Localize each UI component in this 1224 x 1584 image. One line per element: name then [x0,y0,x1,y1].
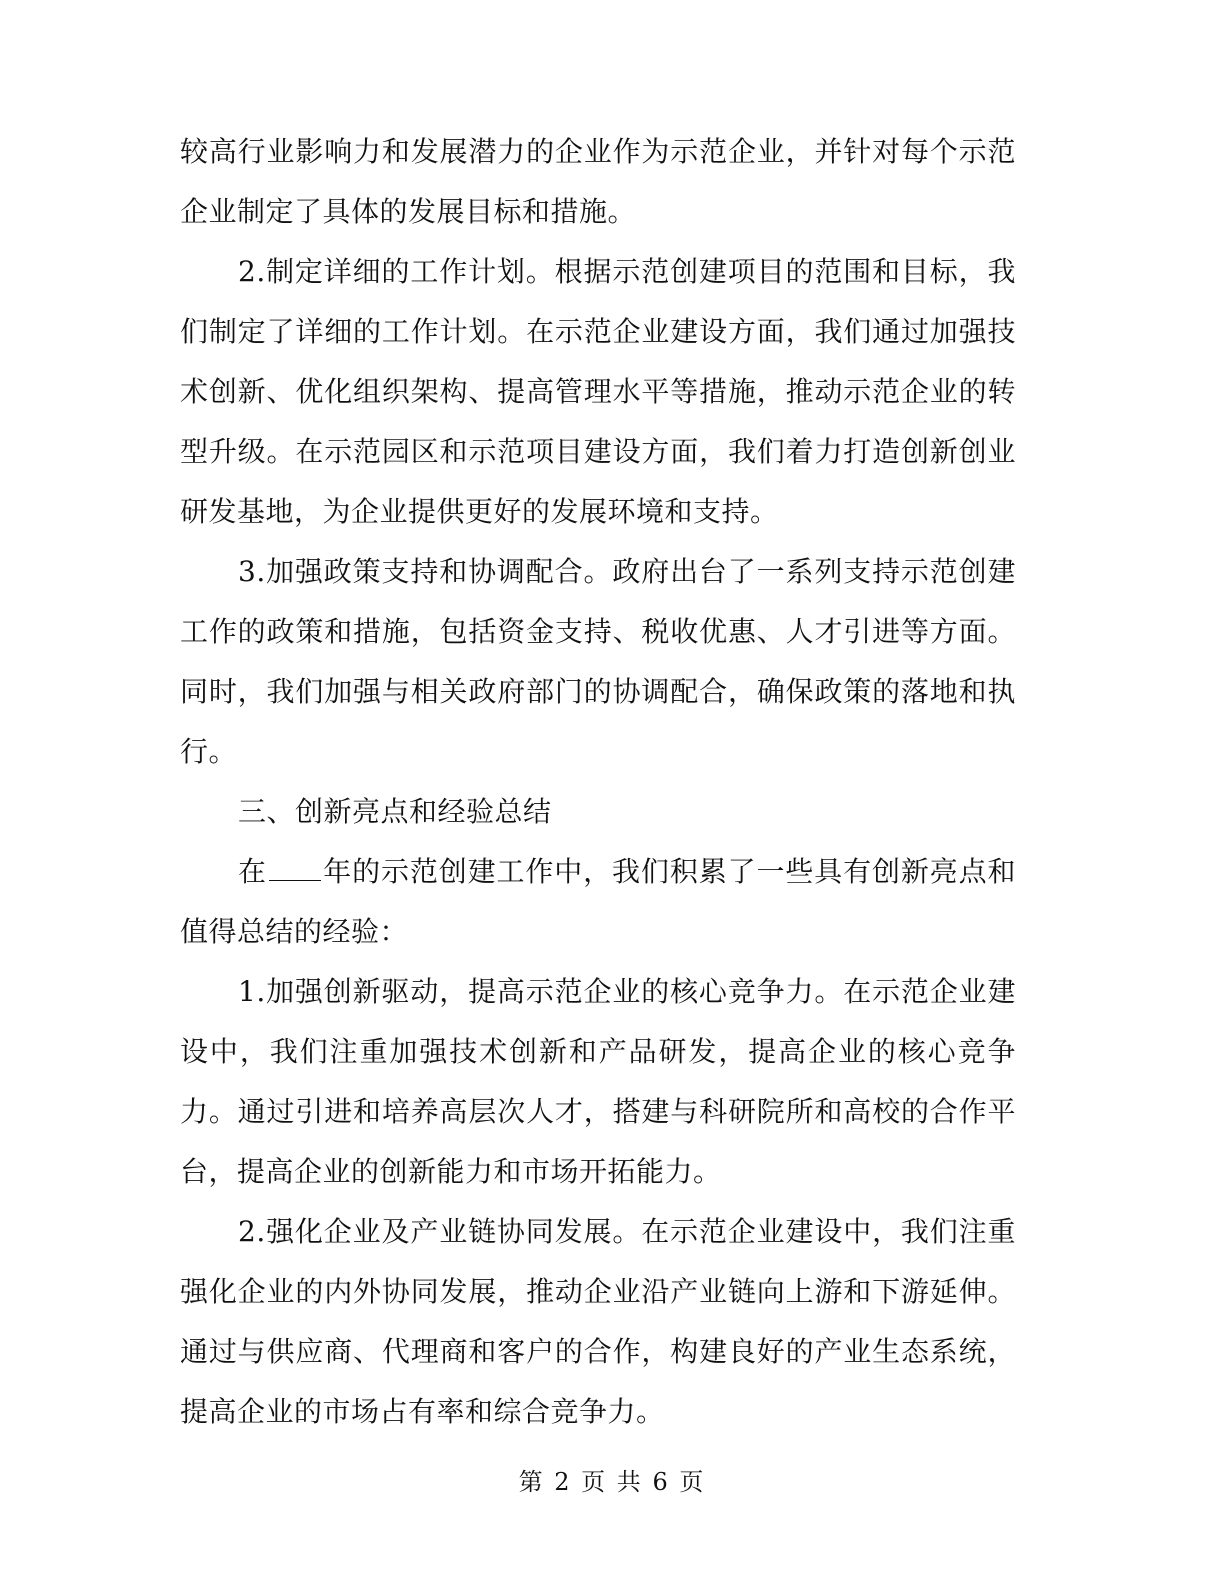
paragraph-innovation-driven: 1.加强创新驱动，提高示范企业的核心竞争力。在示范企业建设中，我们注重加强技术创新和产品研发，提高企业的核心竞争力。通过引进和培养高层次人才，搭建与科研院所和高校的合作平台，提高企业的创新能力和市场开拓能力。 [180,975,1016,1188]
paragraph-experience-intro [180,842,1016,962]
page-number-footer: 第 2 页 共 6 页 [518,1468,706,1496]
intro-text-before: 在 [238,855,267,888]
intro-text-after: 年的示范创建工作中，我们积累了一些具有创新亮点和值得总结的经验： [180,855,1016,948]
paragraph-work-plan: 2.制定详细的工作计划。根据示范创建项目的范围和目标，我们制定了详细的工作计划。在示范企业建设方面，我们通过加强技术创新、优化组织架构、提高管理水平等措施，推动示范企业的转型升级。在示范园区和示范项目建设方面，我们着力打造创新创业研发基地，为企业提供更好的发展环境和支持。 [180,255,1016,528]
paragraph-policy-support: 3.加强政策支持和协调配合。政府出台了一系列支持示范创建工作的政策和措施，包括资金支持、税收优惠、人才引进等方面。同时，我们加强与相关政府部门的协调配合，确保政策的落地和执行。 [180,555,1016,768]
year-blank [269,858,321,881]
section-heading-innovation: 三、创新亮点和经验总结 [238,795,552,828]
document-body [180,122,1016,1442]
paragraph-continuation: 较高行业影响力和发展潜力的企业作为示范企业，并针对每个示范企业制定了具体的发展目标和措施。 [180,135,1016,228]
paragraph-industry-chain: 2.强化企业及产业链协同发展。在示范企业建设中，我们注重强化企业的内外协同发展，推动企业沿产业链向上游和下游延伸。通过与供应商、代理商和客户的合作，构建良好的产业生态系统，提高企业的市场占有率和综合竞争力。 [180,1215,1016,1428]
